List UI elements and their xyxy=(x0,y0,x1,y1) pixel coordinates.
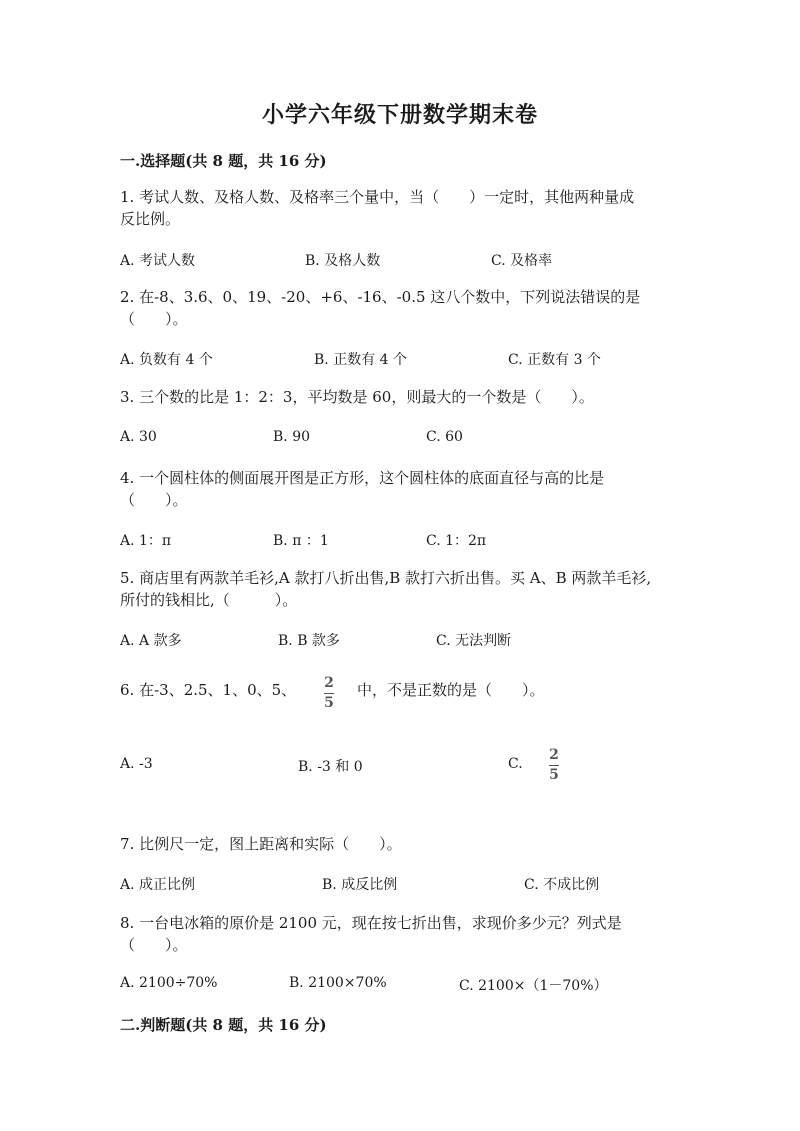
fraction-two-fifths xyxy=(324,676,334,711)
fraction-numerator: 2 xyxy=(549,747,559,763)
q2-option-a: A. 负数有 4 个 xyxy=(120,352,213,368)
question-2 xyxy=(120,286,680,330)
section-heading-judgement: 二.判断题(共 8 题，共 16 分) xyxy=(120,1016,327,1034)
question-3 xyxy=(120,386,680,408)
q6-option-c-fraction xyxy=(549,748,559,783)
question-8-line1: 8. 一台电冰箱的原价是 2100 元，现在按七折出售，求现价多少元？列式是 xyxy=(120,914,622,932)
question-7-line1: 7. 比例尺一定，图上距离和实际（ ）。 xyxy=(120,835,402,853)
q7-option-a: A. 成正比例 xyxy=(120,877,196,893)
question-6-text-before: 6. 在-3、2.5、1、0、5、 xyxy=(120,681,297,699)
question-7 xyxy=(120,833,680,855)
q3-option-c: C. 60 xyxy=(426,429,463,445)
fraction-bar xyxy=(324,693,334,694)
q4-option-b: B. π ：1 xyxy=(273,533,329,549)
question-5 xyxy=(120,567,680,611)
q3-option-a: A. 30 xyxy=(120,429,157,445)
question-8-line2: （ ）。 xyxy=(120,936,188,954)
fraction-denominator: 5 xyxy=(549,767,559,783)
q7-option-c: C. 不成比例 xyxy=(524,877,600,893)
question-6-tail xyxy=(357,679,657,701)
q6-option-b: B. -3 和 0 xyxy=(298,759,363,775)
q4-option-c: C. 1：2π xyxy=(426,533,487,549)
question-4-line1: 4. 一个圆柱体的侧面展开图是正方形，这个圆柱体的底面直径与高的比是 xyxy=(120,469,605,487)
q1-option-c: C. 及格率 xyxy=(491,253,553,269)
q1-option-b: B. 及格人数 xyxy=(305,253,381,269)
fraction-numerator: 2 xyxy=(324,675,334,691)
q7-option-b: B. 成反比例 xyxy=(322,877,398,893)
q5-option-b: B. B 款多 xyxy=(278,633,340,649)
question-1 xyxy=(120,186,680,230)
q8-option-c: C. 2100×（1－70%） xyxy=(459,978,608,994)
question-1-line2: 反比例。 xyxy=(120,210,181,228)
q2-option-b: B. 正数有 4 个 xyxy=(314,352,407,368)
fraction-bar xyxy=(549,765,559,766)
question-2-line2: （ ）。 xyxy=(120,310,188,328)
fraction-denominator: 5 xyxy=(324,695,334,711)
question-3-line1: 3. 三个数的比是 1：2：3，平均数是 60，则最大的一个数是（ ）。 xyxy=(120,388,594,406)
q5-option-a: A. A 款多 xyxy=(120,633,182,649)
question-6-text-after: 中，不是正数的是（ ）。 xyxy=(357,681,545,699)
q1-option-a: A. 考试人数 xyxy=(120,253,196,269)
question-5-line1: 5. 商店里有两款羊毛衫,A 款打八折出售,B 款打六折出售。买 A、B 两款羊毛衫, xyxy=(120,569,652,587)
question-4-line2: （ ）。 xyxy=(120,491,188,509)
q6-option-c: C. xyxy=(508,756,523,772)
q8-option-a: A. 2100÷70% xyxy=(120,975,218,991)
page-title: 小学六年级下册数学期末卷 xyxy=(261,102,538,128)
q8-option-b: B. 2100×70% xyxy=(289,975,387,991)
question-8 xyxy=(120,912,680,956)
section-heading-choice: 一.选择题(共 8 题，共 16 分) xyxy=(120,152,327,170)
q5-option-c: C. 无法判断 xyxy=(436,633,512,649)
q6-option-a: A. -3 xyxy=(120,756,153,772)
question-5-line2: 所付的钱相比,（ ）。 xyxy=(120,591,298,609)
question-2-line1: 2. 在-8、3.6、0、19、-20、+6、-16、-0.5 这八个数中，下列说法错误的是 xyxy=(120,288,641,306)
question-1-line1: 1. 考试人数、及格人数、及格率三个量中，当（ ）一定时，其他两种量成 xyxy=(120,188,635,206)
q3-option-b: B. 90 xyxy=(273,429,311,445)
q4-option-a: A. 1：π xyxy=(120,533,172,549)
question-4 xyxy=(120,467,680,511)
q2-option-c: C. 正数有 3 个 xyxy=(508,352,601,368)
